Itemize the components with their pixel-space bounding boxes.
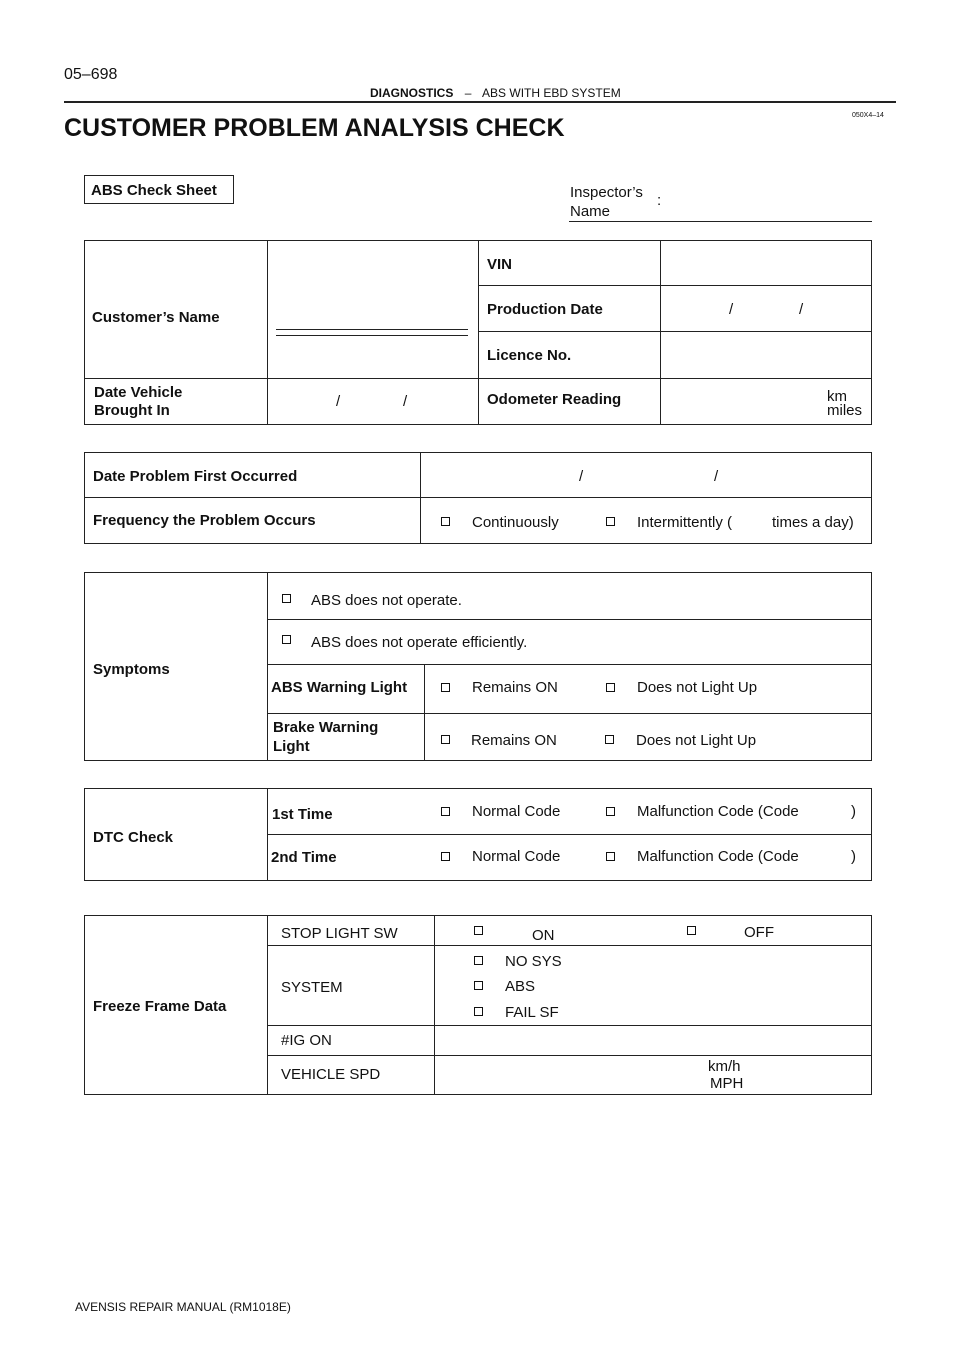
- vehicle-row-line-3: [478, 378, 872, 379]
- figure-code: 050X4–14: [852, 112, 884, 119]
- abs-not-light-checkbox[interactable]: [606, 683, 615, 692]
- no-sys-checkbox[interactable]: [474, 956, 483, 965]
- odometer-label: Odometer Reading: [487, 391, 622, 408]
- continuously-label: Continuously: [472, 514, 559, 531]
- vehicle-row-line-1: [478, 285, 872, 286]
- customer-name-label: Customer’s Name: [92, 309, 220, 326]
- inspector-colon: :: [657, 192, 662, 209]
- freeze-row-line-1: [267, 945, 872, 946]
- symptoms-row-line-1: [267, 619, 872, 620]
- continuously-checkbox[interactable]: [441, 517, 450, 526]
- date-brought-in-label-line1: Date Vehicle: [94, 384, 183, 401]
- ig-on-label: #IG ON: [281, 1032, 332, 1049]
- symptoms-row-line-3: [267, 713, 872, 714]
- licence-label: Licence No.: [487, 347, 572, 364]
- date-brought-in-label-line2: Brought In: [94, 402, 170, 419]
- stop-light-on-checkbox[interactable]: [474, 926, 483, 935]
- vehicle-row-line-2: [478, 331, 872, 332]
- fail-sf-label: FAIL SF: [505, 1004, 559, 1021]
- check-sheet-label-box: [84, 175, 234, 204]
- dtc-row-line: [267, 834, 872, 835]
- abs-not-light-label: Does not Light Up: [637, 679, 758, 696]
- intermittently-checkbox[interactable]: [606, 517, 615, 526]
- dtc-second-malfunction-label: Malfunction Code (Code: [637, 848, 799, 865]
- vehicle-spd-unit-kmh: km/h: [708, 1058, 741, 1075]
- dtc-first-malfunction-label: Malfunction Code (Code: [637, 803, 799, 820]
- brake-warning-label-line2: Light: [273, 738, 310, 755]
- customer-name-line-a: [276, 329, 468, 330]
- stop-light-off-label: OFF: [744, 924, 774, 941]
- production-date-label: Production Date: [487, 301, 603, 318]
- dtc-first-close-paren: ): [851, 803, 856, 820]
- dtc-first-normal-label: Normal Code: [472, 803, 561, 820]
- date-first-occurred-label: Date Problem First Occurred: [93, 468, 298, 485]
- section-separator: –: [464, 86, 472, 100]
- brake-remains-on-checkbox[interactable]: [441, 735, 450, 744]
- date-brought-sep2: /: [403, 393, 408, 410]
- abs-not-efficient-label: ABS does not operate efficiently.: [311, 634, 528, 651]
- footer-manual: AVENSIS REPAIR MANUAL (RM1018E): [75, 1300, 291, 1314]
- dtc-first-time-label: 1st Time: [272, 806, 333, 823]
- abs-remains-on-label: Remains ON: [472, 679, 558, 696]
- page-number: 05–698: [64, 66, 118, 83]
- section-header: [370, 86, 621, 100]
- abs-not-operate-label: ABS does not operate.: [311, 592, 462, 609]
- dtc-second-normal-label: Normal Code: [472, 848, 561, 865]
- problem-date-sep1: /: [579, 468, 584, 485]
- abs-not-operate-checkbox[interactable]: [282, 594, 291, 603]
- brake-remains-on-label: Remains ON: [471, 732, 557, 749]
- odometer-unit-miles: miles: [827, 402, 863, 419]
- stop-light-sw-label: STOP LIGHT SW: [281, 925, 398, 942]
- stop-light-off-checkbox[interactable]: [687, 926, 696, 935]
- brake-not-light-checkbox[interactable]: [605, 735, 614, 744]
- vin-label: VIN: [487, 256, 513, 273]
- system-abs-label: ABS: [505, 978, 536, 995]
- freeze-frame-label: Freeze Frame Data: [93, 998, 227, 1015]
- vehicle-divider-1: [267, 240, 268, 425]
- problem-divider: [420, 452, 421, 544]
- dtc-second-close-paren: ): [851, 848, 856, 865]
- vehicle-spd-label: VEHICLE SPD: [281, 1066, 381, 1083]
- production-date-sep1: /: [729, 301, 734, 318]
- subsection-name: ABS WITH EBD SYSTEM: [482, 86, 621, 100]
- vehicle-divider-2: [478, 240, 479, 425]
- frequency-label: Frequency the Problem Occurs: [93, 512, 316, 529]
- dtc-second-normal-checkbox[interactable]: [441, 852, 450, 861]
- freeze-row-line-3: [267, 1055, 872, 1056]
- dtc-first-malfunction-checkbox[interactable]: [606, 807, 615, 816]
- brake-not-light-label: Does not Light Up: [636, 732, 757, 749]
- header-rule: [64, 101, 896, 103]
- intermittently-label: Intermittently (: [637, 514, 733, 531]
- problem-date-sep2: /: [714, 468, 719, 485]
- symptoms-label: Symptoms: [93, 661, 170, 678]
- freeze-divider-1: [267, 915, 268, 1095]
- dtc-second-time-label: 2nd Time: [271, 849, 337, 866]
- problem-row-line: [84, 497, 872, 498]
- freeze-divider-2: [434, 915, 435, 1095]
- symptoms-divider-1: [267, 572, 268, 761]
- customer-name-field[interactable]: [276, 335, 468, 336]
- freeze-row-line-2: [267, 1025, 872, 1026]
- date-brought-sep1: /: [336, 393, 341, 410]
- no-sys-label: NO SYS: [505, 953, 562, 970]
- abs-warning-light-label: ABS Warning Light: [271, 679, 408, 696]
- inspector-name-line[interactable]: [569, 221, 872, 222]
- stop-light-on-label: ON: [532, 927, 555, 944]
- check-sheet-label: ABS Check Sheet: [91, 182, 217, 199]
- inspector-label-line2: Name: [570, 203, 611, 220]
- dtc-second-malfunction-checkbox[interactable]: [606, 852, 615, 861]
- times-a-day-label: times a day): [772, 514, 854, 531]
- system-abs-checkbox[interactable]: [474, 981, 483, 990]
- brake-warning-label-line1: Brake Warning: [273, 719, 379, 736]
- symptoms-row-line-2: [267, 664, 872, 665]
- abs-not-efficient-checkbox[interactable]: [282, 635, 291, 644]
- odometer-unit-km: km: [827, 388, 847, 405]
- dtc-check-label: DTC Check: [93, 829, 174, 846]
- abs-remains-on-checkbox[interactable]: [441, 683, 450, 692]
- vehicle-spd-unit-mph: MPH: [710, 1075, 744, 1092]
- production-date-sep2: /: [799, 301, 804, 318]
- page-title: CUSTOMER PROBLEM ANALYSIS CHECK: [64, 114, 565, 142]
- vehicle-row-line-left: [84, 378, 478, 379]
- dtc-first-normal-checkbox[interactable]: [441, 807, 450, 816]
- system-label: SYSTEM: [281, 979, 343, 996]
- vehicle-divider-3: [660, 240, 661, 425]
- section-name: DIAGNOSTICS: [370, 86, 454, 100]
- inspector-label-line1: Inspector’s: [570, 184, 643, 201]
- fail-sf-checkbox[interactable]: [474, 1007, 483, 1016]
